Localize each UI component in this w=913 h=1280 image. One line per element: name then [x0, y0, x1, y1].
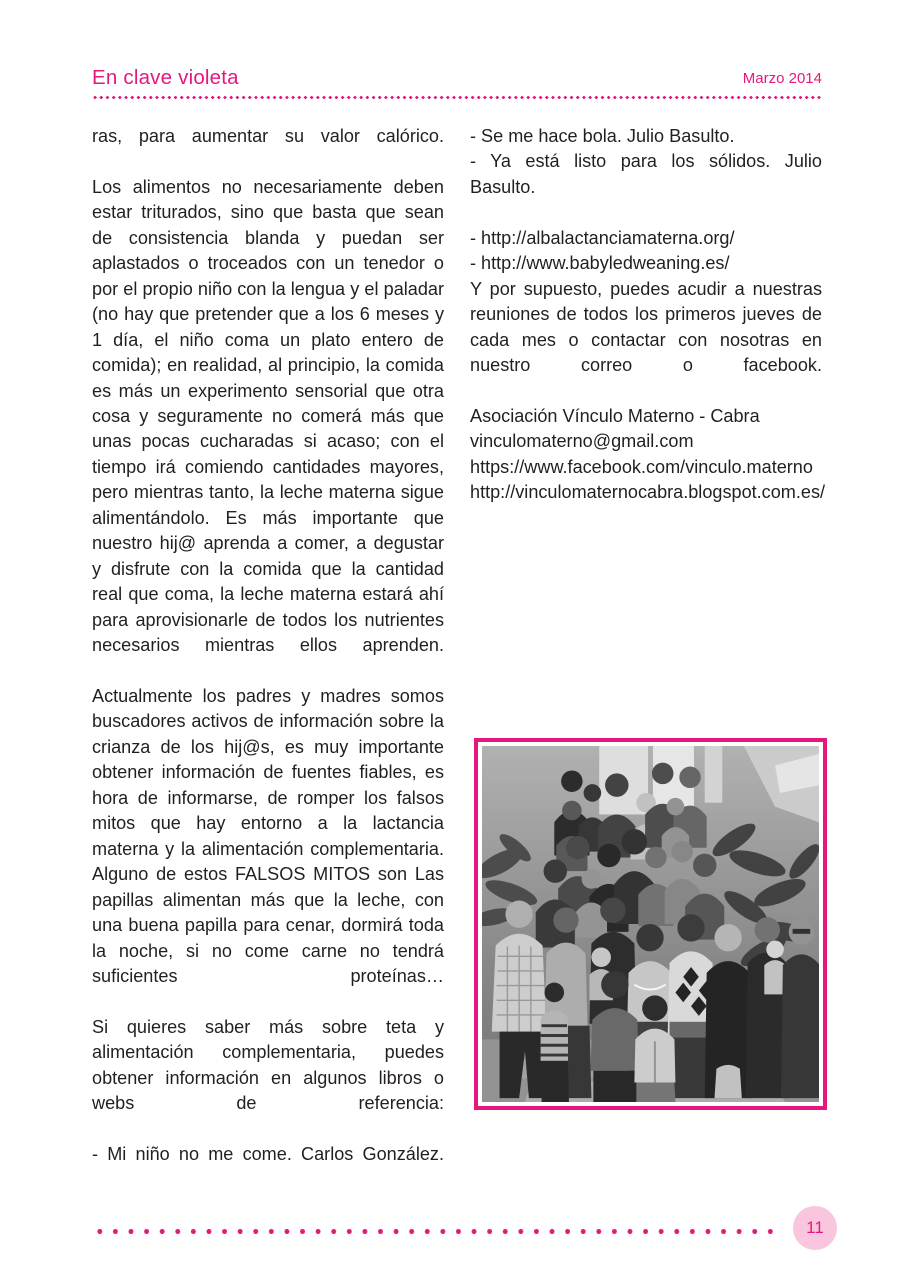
- header-dotted-rule: [92, 96, 822, 99]
- blog-link-text: http://vinculomaternocabra.blogspot.com.es/: [470, 482, 826, 503]
- page-number-label: 11: [806, 1218, 824, 1237]
- group-photo-frame: [474, 738, 827, 1110]
- header-date: Marzo 2014: [742, 70, 822, 87]
- page-header: [92, 66, 822, 98]
- right-text-column: [470, 124, 826, 506]
- paragraph: Los alimentos no necesariamente deben estar triturados, sino que basta que sean de consistencia blanda y puedan ser aplastados o troceados con un tenedor o por el propio niño con la lengua y el paladar (no hay que pretender que a los 6 meses y 1 día, el niño coma un plato entero de comida); en realidad, al principio, la comida es más un experimento sensorial que otra cosa y seguramente no comerá más que unas pocas cucharadas si acaso; con el tiempo irá comiendo cantidades mayores, pero mientras tanto, la leche materna sigue alimentándolo. Es más importante que nuestro hij@ aprenda a comer, a degustar y disfrute con la comida que la cantidad real que coma, la leche materna estará ahí para aprovisionarle de todos los nutrientes necesarios mientras ellos aprenden.: [92, 176, 444, 656]
- left-text-column: [92, 124, 444, 1193]
- link-text: - http://albalactanciamaterna.org/: [470, 227, 735, 248]
- group-photo-illustration: [482, 746, 819, 1102]
- paragraph: Y por supuesto, puedes acudir a nuestras reuniones de todos los primeros jueves de cada mes o contactar con nosotras en nuestro correo o facebook.: [470, 278, 822, 376]
- facebook-link-text: https://www.facebook.com/vinculo.materno: [470, 456, 813, 477]
- organization-name: Asociación Vínculo Materno - Cabra: [470, 405, 760, 426]
- paragraph: Actualmente los padres y madres somos buscadores activos de información sobre la crianza de los hij@s, es muy importante obtener información de fuentes fiables, es hora de informarse, de romper los falsos mitos que hay entorno a la lactancia materna y la alimentación complementaria. Alguno de estos FALSOS MITOS son Las papillas alimentan más que la leche, con una buena papilla para cenar, dormirá toda la noche, si no come carne no tendrá suficientes proteínas…: [92, 685, 444, 986]
- footer-dotted-rule: [92, 1229, 782, 1234]
- page-number-badge: [793, 1206, 837, 1250]
- paragraph: Si quieres saber más sobre teta y alimentación complementaria, puedes obtener información en algunos libros o webs de referencia:: [92, 1016, 444, 1114]
- paragraph: - Ya está listo para los sólidos. Julio Basulto.: [470, 151, 822, 197]
- paragraph: ras, para aumentar su valor calórico.: [92, 126, 444, 146]
- email-text: vinculomaterno@gmail.com: [470, 431, 694, 452]
- header-title: En clave violeta: [92, 66, 239, 89]
- paragraph: - Se me hace bola. Julio Basulto.: [470, 126, 735, 146]
- group-photo: [482, 746, 819, 1102]
- paragraph: - Mi niño no me come. Carlos González.: [92, 1144, 444, 1165]
- link-text: - http://www.babyledweaning.es/: [470, 253, 730, 274]
